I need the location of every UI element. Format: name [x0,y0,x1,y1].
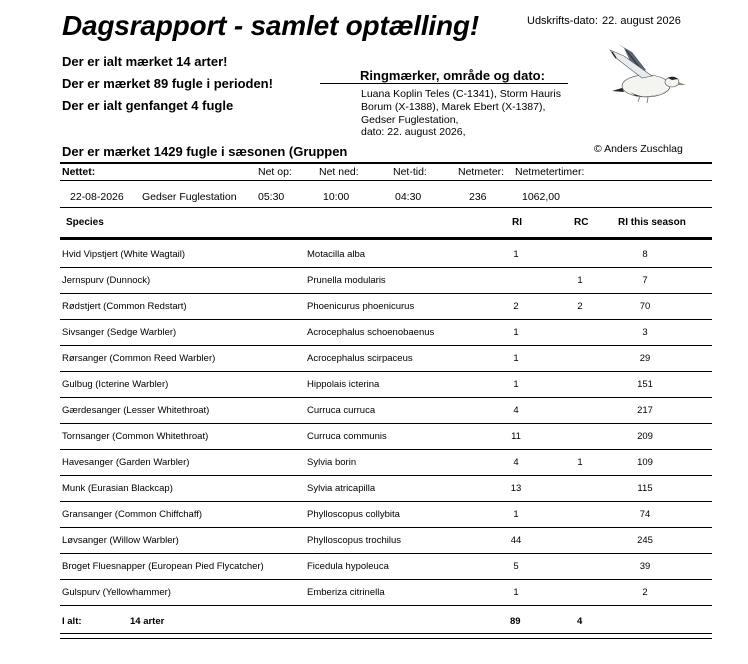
species-name: Gærdesanger (Lesser Whitethroat) [62,405,210,416]
species-name: Broget Fluesnapper (European Pied Flycatcher) [62,561,264,572]
species-scientific: Phylloscopus collybita [307,509,400,520]
page-title: Dagsrapport - samlet optælling! [62,10,479,41]
net-op-value: 05:30 [258,191,285,203]
ri-value: 1 [513,249,519,260]
copyright-text: © Anders Zuschlag [594,143,683,155]
section-divider [60,162,712,164]
season-value: 209 [637,431,653,442]
ri-value: 1 [513,509,519,520]
ringers-line: dato: 22. august 2026, [361,126,466,138]
col-header-ri: RI [512,217,522,228]
season-value: 7 [642,275,648,286]
table-row [60,371,712,398]
ri-value: 4 [513,457,519,468]
net-tid-label: Net-tid: [393,166,427,178]
rc-value: 1 [577,457,583,468]
species-name: Tornsanger (Common Whitethroat) [62,431,209,442]
ri-value: 4 [513,405,519,416]
netmetertimer-value: 1062,00 [522,191,560,203]
species-name: Gransanger (Common Chiffchaff) [62,509,203,520]
bottom-divider [60,633,712,634]
species-name: Løvsanger (Willow Warbler) [62,535,179,546]
season-value: 39 [639,561,651,572]
rc-value: 2 [577,301,583,312]
species-scientific: Sylvia borin [307,457,357,468]
species-name: Gulbug (Icterine Warbler) [62,379,169,390]
netmeter-value: 236 [469,191,487,203]
table-row [60,241,712,268]
species-scientific: Ficedula hypoleuca [307,561,389,572]
eider-duck-icon [596,44,688,106]
total-row [60,610,712,632]
recaught-count-text: Der er ialt genfanget 4 fugle [62,98,234,113]
ringers-line: Gedser Fuglestation, [361,114,459,126]
species-name: Rødstjert (Common Redstart) [62,301,187,312]
season-value: 217 [637,405,653,416]
table-row [60,423,712,450]
ri-value: 1 [513,587,519,598]
ri-value: 5 [513,561,519,572]
table-row [60,553,712,580]
season-value: 245 [637,535,653,546]
species-name: Havesanger (Garden Warbler) [62,457,190,468]
season-count-text: Der er mærket 1429 fugle i sæsonen (Gruppen [62,144,348,159]
net-ned-value: 10:00 [323,191,350,203]
ringers-line: Borum (X-1388), Marek Ebert (X-1387), [361,101,546,113]
col-header-rc: RC [574,217,589,228]
net-tid-value: 04:30 [395,191,422,203]
season-value: 115 [637,483,653,494]
season-value: 74 [639,509,651,520]
ri-value: 1 [513,327,519,338]
total-species: 14 arter [130,616,165,627]
net-op-label: Net op: [258,166,292,178]
species-name: Gulspurv (Yellowhammer) [62,587,171,598]
total-rc: 4 [577,616,583,627]
season-value: 29 [639,353,651,364]
net-ned-label: Net ned: [319,166,359,178]
col-header-season: RI this season [618,217,686,228]
season-value: 8 [642,249,648,260]
species-scientific: Sylvia atricapilla [307,483,376,494]
col-header-species: Species [66,217,104,228]
species-name: Rørsanger (Common Reed Warbler) [62,353,216,364]
species-scientific: Hippolais icterina [307,379,380,390]
total-ri: 89 [510,616,521,627]
ringers-divider [320,83,568,84]
netmeter-label: Netmeter: [458,166,505,178]
ringers-heading: Ringmærker, område og dato: [360,68,545,83]
bottom-divider [60,638,712,639]
season-value: 70 [639,301,651,312]
species-name: Sivsanger (Sedge Warbler) [62,327,177,338]
net-divider [60,180,712,181]
season-value: 3 [642,327,648,338]
table-row [60,293,712,320]
species-scientific: Acrocephalus scirpaceus [307,353,413,364]
species-scientific: Motacilla alba [307,249,366,260]
ri-value: 13 [510,483,522,494]
table-row [60,397,712,424]
species-scientific: Curruca curruca [307,405,376,416]
species-name: Hvid Vipstjert (White Wagtail) [62,249,186,260]
ri-value: 1 [513,353,519,364]
table-row [60,267,712,294]
total-label: I alt: [62,616,82,627]
species-scientific: Emberiza citrinella [307,587,385,598]
print-date-label: Udskrifts-dato: [527,15,598,27]
birds-count-text: Der er mærket 89 fugle i perioden! [62,76,273,91]
netmetertimer-label: Netmetertimer: [515,166,585,178]
table-row [60,319,712,346]
species-scientific: Acrocephalus schoenobaenus [307,327,435,338]
species-scientific: Phylloscopus trochilus [307,535,401,546]
table-header-divider [60,237,712,240]
species-name: Jernspurv (Dunnock) [62,275,151,286]
ri-value: 44 [510,535,522,546]
species-scientific: Phoenicurus phoenicurus [307,301,415,312]
table-row [60,475,712,502]
net-date: 22-08-2026 [70,191,124,203]
ri-value: 2 [513,301,519,312]
print-date: 22. august 2026 [602,15,681,27]
species-scientific: Curruca communis [307,431,387,442]
season-value: 109 [637,457,653,468]
ri-value: 1 [513,379,519,390]
table-row [60,579,712,606]
net-label: Nettet: [62,166,96,178]
table-row [60,449,712,476]
ringers-line: Luana Koplin Teles (C-1341), Storm Hauris [361,88,561,100]
table-row [60,527,712,554]
species-scientific: Prunella modularis [307,275,386,286]
rc-value: 1 [577,275,583,286]
season-value: 2 [642,587,648,598]
net-place: Gedser Fuglestation [142,191,237,203]
species-count-text: Der er ialt mærket 14 arter! [62,54,228,69]
ri-value: 11 [511,431,521,442]
season-value: 151 [637,379,653,390]
net-bottom-divider [60,207,712,208]
table-row [60,345,712,372]
table-row [60,501,712,528]
species-name: Munk (Eurasian Blackcap) [62,483,173,494]
